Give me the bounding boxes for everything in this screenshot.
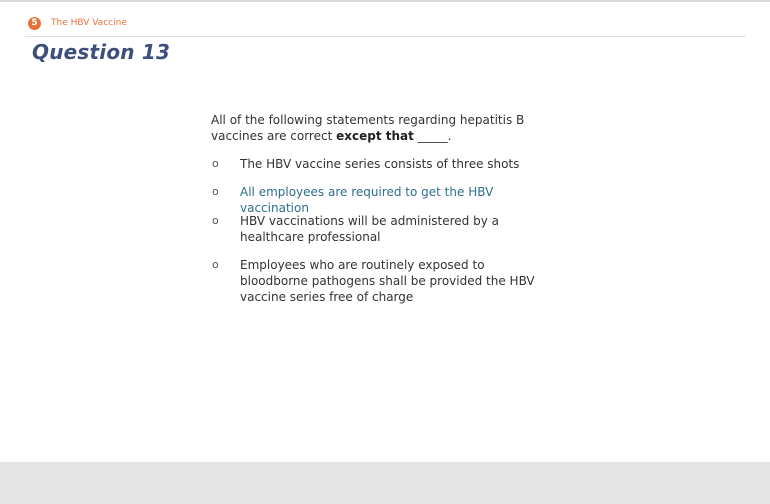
question-title: Question 13: [32, 40, 171, 64]
footer-bar: [0, 462, 770, 504]
section-title: The HBV Vaccine: [51, 18, 127, 28]
answer-option-label[interactable]: Employees who are routinely exposed to bloodborne pathogens shall be provided the HBV vaccine series free of charge: [240, 258, 535, 304]
header-divider: [25, 36, 746, 37]
section-number-badge: 5: [28, 17, 41, 30]
radio-icon[interactable]: o: [212, 185, 219, 198]
prompt-emphasis: except that: [336, 129, 414, 143]
answer-option-label[interactable]: The HBV vaccine series consists of three shots: [240, 157, 520, 171]
section-header: [28, 14, 127, 32]
radio-icon[interactable]: o: [212, 157, 219, 170]
answer-option-4[interactable]: [212, 257, 552, 305]
answer-option-3[interactable]: [212, 213, 552, 245]
question-prompt: [211, 112, 571, 144]
answer-option-2[interactable]: [212, 184, 552, 216]
prompt-tail: _____.: [413, 129, 452, 143]
top-border: [0, 0, 770, 2]
radio-icon[interactable]: o: [212, 214, 219, 227]
answer-option-label[interactable]: HBV vaccinations will be administered by a healthcare professional: [240, 214, 499, 244]
answer-option-label[interactable]: All employees are required to get the HBV vaccination: [240, 185, 494, 215]
prompt-lead: All of the following statements regarding hepatitis B vaccines are correct: [211, 113, 525, 143]
answer-option-1[interactable]: [212, 156, 552, 172]
radio-icon[interactable]: o: [212, 258, 219, 271]
